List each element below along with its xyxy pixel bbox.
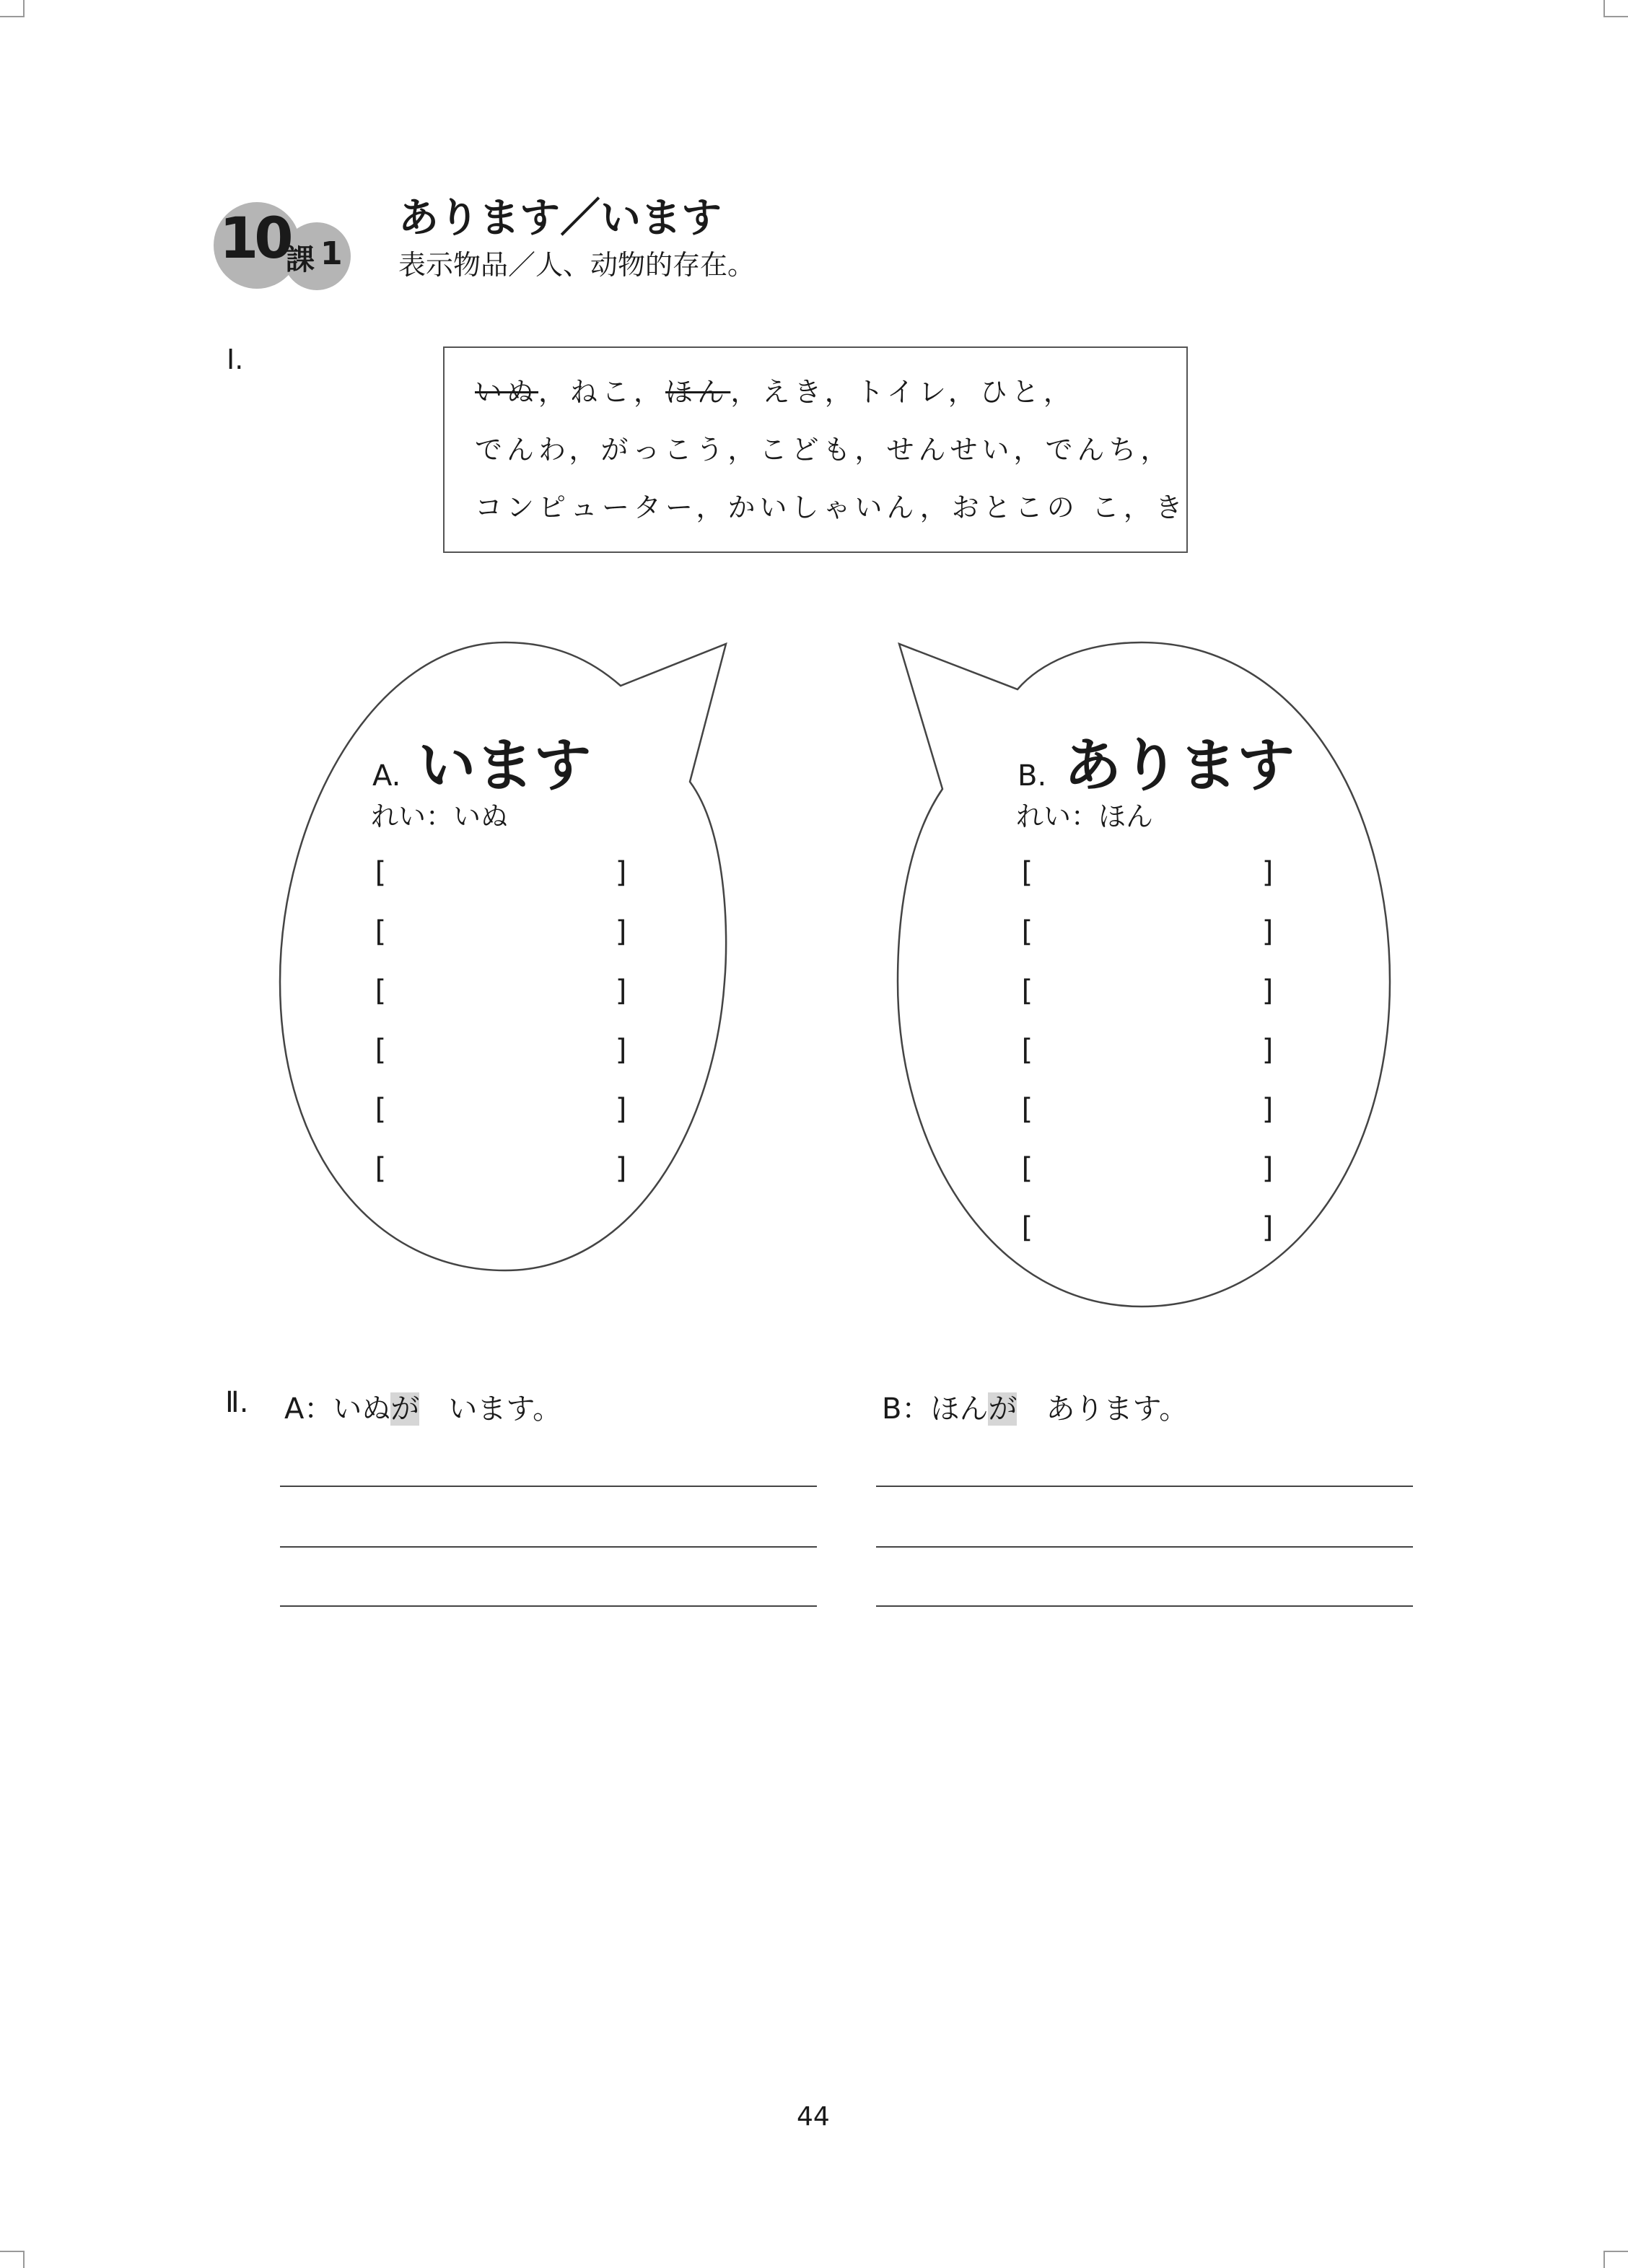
example-a-prefix: A：いぬ xyxy=(284,1392,391,1426)
lesson-number: 10 xyxy=(219,206,289,271)
bracket-close: ] xyxy=(1259,1093,1277,1126)
answer-line-a[interactable] xyxy=(280,1486,817,1487)
bubble-a-answer-slot[interactable] xyxy=(371,856,631,888)
bracket-open: [ xyxy=(371,1034,389,1067)
bracket-close: ] xyxy=(613,1034,631,1067)
bracket-open: [ xyxy=(371,1152,389,1185)
section-2-label: Ⅱ. xyxy=(225,1386,249,1419)
bubble-b-answer-slot[interactable] xyxy=(1017,974,1277,1006)
bubble-a-answer-slot[interactable] xyxy=(371,1034,631,1065)
bracket-open: [ xyxy=(371,856,389,889)
bubble-a-letter: A. xyxy=(372,759,401,793)
word-bank-segment: ，えき，トイレ，ひと， xyxy=(730,376,1075,408)
bubble-a-answer-slot[interactable] xyxy=(371,915,631,947)
word-struck-inu: いぬ xyxy=(475,376,539,408)
answer-line-b[interactable] xyxy=(876,1605,1413,1607)
bracket-close: ] xyxy=(1259,1211,1277,1244)
section-2-example-a xyxy=(284,1386,561,1427)
bracket-open: [ xyxy=(371,1093,389,1126)
example-b-particle: が xyxy=(988,1392,1017,1426)
bracket-open: [ xyxy=(1017,974,1036,1008)
bracket-open: [ xyxy=(371,974,389,1008)
bubble-b-example: れい：ほん xyxy=(1016,801,1154,832)
example-b-prefix: B：ほん xyxy=(882,1392,989,1426)
answer-line-b[interactable] xyxy=(876,1546,1413,1548)
example-a-particle: が xyxy=(390,1392,420,1426)
lesson-part: 1 xyxy=(320,235,343,272)
word-struck-hon: ほん xyxy=(665,376,731,408)
bubble-b-answer-slot[interactable] xyxy=(1017,915,1277,947)
bracket-close: ] xyxy=(613,1093,631,1126)
bracket-open: [ xyxy=(371,915,389,948)
bracket-open: [ xyxy=(1017,1034,1036,1067)
bubble-b-answer-slot[interactable] xyxy=(1017,1211,1277,1243)
bubble-b-answer-slot[interactable] xyxy=(1017,856,1277,888)
bubble-b-heading xyxy=(1017,719,1295,802)
section-2-example-b xyxy=(882,1386,1188,1427)
lesson-kanji: 課 xyxy=(286,243,315,276)
page-title: あります／います xyxy=(398,195,722,242)
example-b-suffix: あります。 xyxy=(1017,1392,1189,1426)
bubble-b-answer-slot[interactable] xyxy=(1017,1034,1277,1065)
bracket-close: ] xyxy=(1259,915,1277,948)
bracket-open: [ xyxy=(1017,915,1036,948)
answer-line-b[interactable] xyxy=(876,1486,1413,1487)
bracket-open: [ xyxy=(1017,1152,1036,1185)
word-bank-line-2: でんわ，がっこう，こども，せんせい，でんち， xyxy=(475,434,1173,466)
page-number: 44 xyxy=(797,2102,830,2132)
bubble-a-answer-slot[interactable] xyxy=(371,1093,631,1125)
example-a-suffix: います。 xyxy=(419,1392,562,1426)
bracket-close: ] xyxy=(613,1152,631,1185)
bracket-close: ] xyxy=(1259,1034,1277,1067)
bracket-close: ] xyxy=(613,856,631,889)
bubble-a-title: います xyxy=(418,732,592,799)
bracket-open: [ xyxy=(1017,856,1036,889)
bracket-close: ] xyxy=(1259,974,1277,1008)
bracket-open: [ xyxy=(1017,1093,1036,1126)
bubble-b-answer-slot[interactable] xyxy=(1017,1152,1277,1184)
word-bank-segment: ，ねこ， xyxy=(538,376,666,408)
page-subtitle: 表示物品／人、动物的存在。 xyxy=(398,249,756,281)
bracket-close: ] xyxy=(1259,1152,1277,1185)
bubble-a-answer-slot[interactable] xyxy=(371,974,631,1006)
answer-line-a[interactable] xyxy=(280,1546,817,1548)
section-1-label: Ⅰ. xyxy=(227,344,244,375)
bracket-close: ] xyxy=(613,915,631,948)
bubble-a-example: れい：いぬ xyxy=(371,801,509,832)
bubble-a-answer-slot[interactable] xyxy=(371,1152,631,1184)
bracket-open: [ xyxy=(1017,1211,1036,1244)
word-bank-line-3: コンピューター，かいしゃいん，おとこの こ，き xyxy=(475,492,1187,523)
bubble-b-letter: B. xyxy=(1017,759,1047,793)
bracket-close: ] xyxy=(1259,856,1277,889)
bubble-b-answer-slot[interactable] xyxy=(1017,1093,1277,1125)
answer-line-a[interactable] xyxy=(280,1605,817,1607)
bracket-close: ] xyxy=(613,974,631,1008)
bubble-b-title: あります xyxy=(1064,732,1295,799)
bubble-a-heading xyxy=(372,719,591,802)
